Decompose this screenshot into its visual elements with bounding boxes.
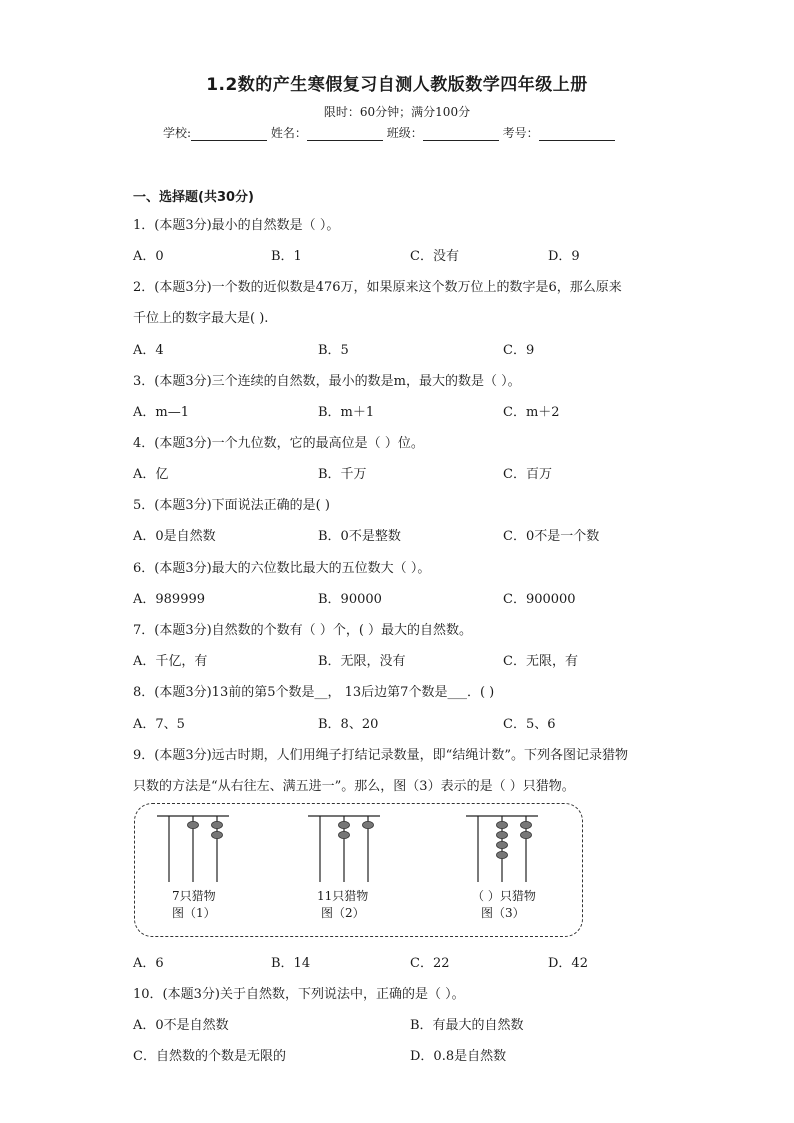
q4-option-b[interactable]: B．千万 (318, 467, 367, 482)
question-2-line-2: 千位上的数字最大是( ). (133, 311, 269, 326)
question-7: 7．(本题3分)自然数的个数有（ ）个，( ）最大的自然数。 (133, 623, 473, 638)
fig3-count-label: （ ）只猎物 (472, 889, 536, 903)
time-limit-text: 限时：60分钟；满分100分 (323, 105, 471, 119)
q8-option-c[interactable]: C．5、6 (503, 717, 556, 732)
school-label: 学校: (163, 126, 192, 140)
fig2-count-label: 11只猎物 (317, 889, 369, 903)
q3-option-a[interactable]: A．m—1 (133, 405, 189, 420)
q6-option-a[interactable]: A．989999 (133, 592, 206, 607)
fig2-label: 图（2） (321, 906, 365, 920)
q1-option-b[interactable]: B．1 (271, 249, 302, 264)
q2-option-b[interactable]: B．5 (318, 343, 349, 358)
q6-option-b[interactable]: B．90000 (318, 592, 382, 607)
q7-option-a[interactable]: A．千亿，有 (133, 654, 208, 669)
q2-option-a[interactable]: A．4 (133, 343, 164, 358)
knot (521, 821, 532, 828)
knot (212, 821, 223, 828)
q10-option-c[interactable]: C．自然数的个数是无限的 (133, 1049, 286, 1064)
question-4: 4．(本题3分)一个九位数，它的最高位是（ ）位。 (133, 436, 424, 451)
q8-option-a[interactable]: A．7、5 (133, 717, 185, 732)
knot-counting-figure (134, 803, 583, 937)
exam-no-blank[interactable] (539, 128, 615, 141)
q7-option-c[interactable]: C．无限，有 (503, 654, 578, 669)
q10-option-b[interactable]: B．有最大的自然数 (410, 1018, 524, 1033)
knot (363, 821, 374, 828)
knot (497, 831, 508, 838)
knot (497, 821, 508, 828)
question-5: 5．(本题3分)下面说法正确的是( ) (133, 498, 330, 513)
question-9-line-1: 9．(本题3分)远古时期，人们用绳子打结记录数量，即“结绳计数”。下列各图记录猎物 (133, 748, 628, 763)
fig3-label: 图（3） (481, 906, 525, 920)
question-2-line-1: 2．(本题3分)一个数的近似数是476万，如果原来这个数万位上的数字是6，那么原来 (133, 280, 622, 295)
name-blank[interactable] (307, 128, 383, 141)
class-blank[interactable] (423, 128, 499, 141)
knot (212, 831, 223, 838)
school-blank[interactable] (191, 128, 267, 141)
q7-option-b[interactable]: B．无限，没有 (318, 654, 406, 669)
question-9-line-2: 只数的方法是“从右往左、满五进一”。那么，图（3）表示的是（ ）只猎物。 (133, 779, 575, 794)
question-3: 3．(本题3分)三个连续的自然数，最小的数是m，最大的数是（ ）。 (133, 374, 521, 389)
question-6: 6．(本题3分)最大的六位数比最大的五位数大（ ）。 (133, 561, 431, 576)
name-label: 姓名： (270, 126, 307, 140)
knot (188, 821, 199, 828)
student-info-line (163, 124, 615, 141)
q1-option-c[interactable]: C．没有 (410, 249, 459, 264)
q4-option-a[interactable]: A．亿 (133, 467, 169, 482)
q10-option-d[interactable]: D．0.8是自然数 (410, 1049, 507, 1064)
fig1-count-label: 7只猎物 (172, 889, 216, 903)
fig1-label: 图（1） (172, 906, 216, 920)
knot (497, 841, 508, 848)
q10-option-a[interactable]: A．0不是自然数 (133, 1018, 229, 1033)
exam-no-label: 考号： (502, 126, 539, 140)
q2-option-c[interactable]: C．9 (503, 343, 535, 358)
q8-option-b[interactable]: B．8、20 (318, 717, 379, 732)
section-title: 一、选择题(共30分) (133, 190, 254, 205)
q9-option-d[interactable]: D．42 (548, 956, 588, 971)
class-label: 班级： (386, 126, 423, 140)
knot (339, 821, 350, 828)
q5-option-a[interactable]: A．0是自然数 (133, 529, 216, 544)
q5-option-b[interactable]: B．0不是整数 (318, 529, 401, 544)
q1-option-d[interactable]: D．9 (548, 249, 580, 264)
knot (497, 851, 508, 858)
q9-option-b[interactable]: B．14 (271, 956, 311, 971)
knot (521, 831, 532, 838)
q5-option-c[interactable]: C．0不是一个数 (503, 529, 600, 544)
q3-option-c[interactable]: C．m＋2 (503, 405, 560, 420)
q9-option-c[interactable]: C．22 (410, 956, 450, 971)
question-8: 8．(本题3分)13前的第5个数是__， 13后边第7个数是___．( ) (133, 685, 495, 700)
document-title: 1.2数的产生寒假复习自测人教版数学四年级上册 (206, 75, 588, 95)
q9-option-a[interactable]: A．6 (133, 956, 164, 971)
question-10: 10．(本题3分)关于自然数，下列说法中，正确的是（ ）。 (133, 987, 465, 1002)
question-1: 1．(本题3分)最小的自然数是（ ）。 (133, 218, 340, 233)
knot (339, 831, 350, 838)
q6-option-c[interactable]: C．900000 (503, 592, 576, 607)
q3-option-b[interactable]: B．m＋1 (318, 405, 375, 420)
q1-option-a[interactable]: A．0 (133, 249, 164, 264)
q4-option-c[interactable]: C．百万 (503, 467, 552, 482)
